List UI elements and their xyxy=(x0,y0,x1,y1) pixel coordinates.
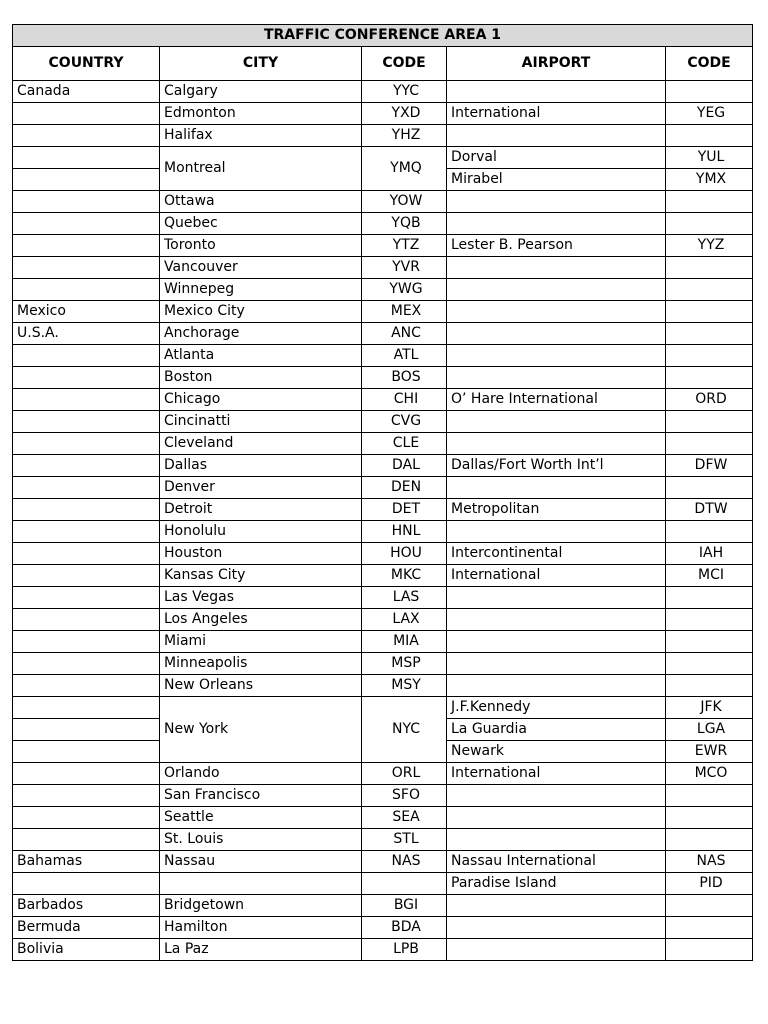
airport-cell xyxy=(447,301,666,323)
table-row xyxy=(13,763,753,785)
country-cell xyxy=(13,587,160,609)
airport-cell xyxy=(447,411,666,433)
city-code-cell: NYC xyxy=(362,697,447,763)
city-code-cell: YYC xyxy=(362,81,447,103)
city-code-cell: YMQ xyxy=(362,147,447,191)
table-row xyxy=(13,785,753,807)
airport-cell xyxy=(447,609,666,631)
airport-code-cell xyxy=(666,213,753,235)
city-cell: Boston xyxy=(160,367,362,389)
airport-code-cell: YMX xyxy=(666,169,753,191)
city-cell: Nassau xyxy=(160,851,362,873)
airport-code-cell: MCI xyxy=(666,565,753,587)
city-code-cell: YWG xyxy=(362,279,447,301)
table-row xyxy=(13,103,753,125)
airport-code-cell xyxy=(666,191,753,213)
airport-code-cell: YYZ xyxy=(666,235,753,257)
table-row xyxy=(13,675,753,697)
airport-code-cell: EWR xyxy=(666,741,753,763)
airport-code-cell xyxy=(666,323,753,345)
city-code-cell: HOU xyxy=(362,543,447,565)
city-code-cell: YQB xyxy=(362,213,447,235)
table-row xyxy=(13,257,753,279)
city-code-cell: DET xyxy=(362,499,447,521)
table-row xyxy=(13,851,753,873)
city-cell: New Orleans xyxy=(160,675,362,697)
country-cell xyxy=(13,763,160,785)
table-row xyxy=(13,125,753,147)
title-row xyxy=(13,25,753,47)
airport-cell: International xyxy=(447,565,666,587)
airport-cell xyxy=(447,829,666,851)
airport-cell xyxy=(447,257,666,279)
table-row xyxy=(13,411,753,433)
airport-cell: Newark xyxy=(447,741,666,763)
city-cell: Anchorage xyxy=(160,323,362,345)
table-row xyxy=(13,565,753,587)
airport-code-cell xyxy=(666,631,753,653)
table-row xyxy=(13,631,753,653)
city-cell: Las Vegas xyxy=(160,587,362,609)
airport-code-cell xyxy=(666,895,753,917)
city-cell: Montreal xyxy=(160,147,362,191)
city-code-cell xyxy=(362,873,447,895)
airport-cell xyxy=(447,587,666,609)
airport-code-cell: ORD xyxy=(666,389,753,411)
table-row xyxy=(13,389,753,411)
country-cell xyxy=(13,785,160,807)
city-cell: Ottawa xyxy=(160,191,362,213)
city-code-cell: LPB xyxy=(362,939,447,961)
city-cell: Detroit xyxy=(160,499,362,521)
airport-code-cell: LGA xyxy=(666,719,753,741)
airport-cell xyxy=(447,477,666,499)
table-row xyxy=(13,279,753,301)
country-cell xyxy=(13,213,160,235)
airport-cell: Mirabel xyxy=(447,169,666,191)
airport-cell xyxy=(447,323,666,345)
airport-code-cell: IAH xyxy=(666,543,753,565)
airport-code-cell xyxy=(666,653,753,675)
table-row xyxy=(13,477,753,499)
city-cell: Atlanta xyxy=(160,345,362,367)
airport-code-cell xyxy=(666,125,753,147)
airport-code-cell xyxy=(666,675,753,697)
city-code-cell: YTZ xyxy=(362,235,447,257)
country-cell xyxy=(13,697,160,719)
table-row xyxy=(13,829,753,851)
country-cell xyxy=(13,279,160,301)
city-code-cell: MKC xyxy=(362,565,447,587)
airport-code-cell xyxy=(666,279,753,301)
airport-code-cell: JFK xyxy=(666,697,753,719)
table-row xyxy=(13,543,753,565)
city-cell: Denver xyxy=(160,477,362,499)
airport-code-cell xyxy=(666,367,753,389)
header-country: COUNTRY xyxy=(13,47,160,81)
table-row xyxy=(13,433,753,455)
city-cell: La Paz xyxy=(160,939,362,961)
city-code-cell: MSP xyxy=(362,653,447,675)
table-row xyxy=(13,323,753,345)
city-code-cell: SEA xyxy=(362,807,447,829)
city-cell: Halifax xyxy=(160,125,362,147)
city-cell: Kansas City xyxy=(160,565,362,587)
city-cell: New York xyxy=(160,697,362,763)
city-cell: Honolulu xyxy=(160,521,362,543)
country-cell: Mexico xyxy=(13,301,160,323)
city-cell: Hamilton xyxy=(160,917,362,939)
table-row xyxy=(13,521,753,543)
country-cell xyxy=(13,389,160,411)
city-cell: Orlando xyxy=(160,763,362,785)
city-cell: Miami xyxy=(160,631,362,653)
airport-cell: Dorval xyxy=(447,147,666,169)
header-city-code: CODE xyxy=(362,47,447,81)
table-row xyxy=(13,873,753,895)
country-cell: Bahamas xyxy=(13,851,160,873)
country-cell xyxy=(13,829,160,851)
airport-code-cell xyxy=(666,521,753,543)
airport-cell: J.F.Kennedy xyxy=(447,697,666,719)
header-airport: AIRPORT xyxy=(447,47,666,81)
country-cell xyxy=(13,433,160,455)
airport-cell: Intercontinental xyxy=(447,543,666,565)
airport-code-cell: MCO xyxy=(666,763,753,785)
airport-code-cell xyxy=(666,81,753,103)
airport-code-cell xyxy=(666,807,753,829)
airport-code-cell xyxy=(666,829,753,851)
airport-cell: O’ Hare International xyxy=(447,389,666,411)
airport-cell: Dallas/Fort Worth Int’l xyxy=(447,455,666,477)
airport-code-cell: DTW xyxy=(666,499,753,521)
table-row xyxy=(13,653,753,675)
table-row xyxy=(13,213,753,235)
city-cell: San Francisco xyxy=(160,785,362,807)
city-code-cell: BGI xyxy=(362,895,447,917)
airport-cell: International xyxy=(447,763,666,785)
country-cell xyxy=(13,147,160,169)
airport-code-cell xyxy=(666,257,753,279)
country-cell xyxy=(13,675,160,697)
city-cell: Calgary xyxy=(160,81,362,103)
airport-cell xyxy=(447,213,666,235)
country-cell xyxy=(13,455,160,477)
country-cell: Bermuda xyxy=(13,917,160,939)
city-code-cell: YVR xyxy=(362,257,447,279)
airport-code-cell xyxy=(666,939,753,961)
airport-cell xyxy=(447,433,666,455)
city-code-cell: YXD xyxy=(362,103,447,125)
airport-code-cell xyxy=(666,587,753,609)
airport-cell xyxy=(447,125,666,147)
country-cell: Canada xyxy=(13,81,160,103)
city-cell: Bridgetown xyxy=(160,895,362,917)
table-row xyxy=(13,917,753,939)
airport-cell: Metropolitan xyxy=(447,499,666,521)
country-cell xyxy=(13,521,160,543)
city-code-cell: SFO xyxy=(362,785,447,807)
table-body xyxy=(13,81,753,961)
airport-cell xyxy=(447,807,666,829)
table-row xyxy=(13,499,753,521)
city-code-cell: CVG xyxy=(362,411,447,433)
country-cell: Bolivia xyxy=(13,939,160,961)
country-cell xyxy=(13,477,160,499)
airport-cell xyxy=(447,279,666,301)
city-cell: Quebec xyxy=(160,213,362,235)
table-row xyxy=(13,697,753,719)
airport-cell xyxy=(447,367,666,389)
table-row xyxy=(13,807,753,829)
airport-code-cell: YEG xyxy=(666,103,753,125)
city-code-cell: BDA xyxy=(362,917,447,939)
city-cell: Mexico City xyxy=(160,301,362,323)
city-code-cell: YHZ xyxy=(362,125,447,147)
country-cell xyxy=(13,719,160,741)
airport-cell xyxy=(447,345,666,367)
airport-cell xyxy=(447,675,666,697)
table-row xyxy=(13,939,753,961)
table-row xyxy=(13,367,753,389)
country-cell xyxy=(13,631,160,653)
city-code-cell: MIA xyxy=(362,631,447,653)
city-code-cell: HNL xyxy=(362,521,447,543)
airport-cell xyxy=(447,917,666,939)
table-row xyxy=(13,191,753,213)
city-code-cell: NAS xyxy=(362,851,447,873)
country-cell xyxy=(13,125,160,147)
header-city: CITY xyxy=(160,47,362,81)
country-cell xyxy=(13,257,160,279)
header-row xyxy=(13,47,753,81)
airport-code-cell xyxy=(666,433,753,455)
city-cell: Los Angeles xyxy=(160,609,362,631)
airport-cell xyxy=(447,81,666,103)
city-cell: Minneapolis xyxy=(160,653,362,675)
city-cell: St. Louis xyxy=(160,829,362,851)
airport-cell: International xyxy=(447,103,666,125)
airport-code-cell xyxy=(666,917,753,939)
airport-cell xyxy=(447,631,666,653)
country-cell xyxy=(13,543,160,565)
table-row xyxy=(13,587,753,609)
city-cell: Cleveland xyxy=(160,433,362,455)
table-row xyxy=(13,147,753,169)
airport-code-cell: YUL xyxy=(666,147,753,169)
city-cell xyxy=(160,873,362,895)
airport-cell: Paradise Island xyxy=(447,873,666,895)
city-cell: Seattle xyxy=(160,807,362,829)
airport-code-cell xyxy=(666,477,753,499)
city-code-cell: ATL xyxy=(362,345,447,367)
city-code-cell: ORL xyxy=(362,763,447,785)
airport-code-cell: DFW xyxy=(666,455,753,477)
country-cell xyxy=(13,807,160,829)
city-code-cell: STL xyxy=(362,829,447,851)
airport-cell: La Guardia xyxy=(447,719,666,741)
airport-code-cell xyxy=(666,609,753,631)
city-code-cell: LAX xyxy=(362,609,447,631)
airport-cell xyxy=(447,895,666,917)
country-cell xyxy=(13,235,160,257)
airport-codes-sheet xyxy=(12,24,752,961)
country-cell: Barbados xyxy=(13,895,160,917)
city-cell: Winnepeg xyxy=(160,279,362,301)
city-code-cell: LAS xyxy=(362,587,447,609)
table-row xyxy=(13,81,753,103)
airport-code-cell xyxy=(666,301,753,323)
country-cell xyxy=(13,191,160,213)
city-code-cell: MEX xyxy=(362,301,447,323)
table-row xyxy=(13,895,753,917)
airport-code-cell xyxy=(666,345,753,367)
country-cell xyxy=(13,741,160,763)
airport-cell xyxy=(447,653,666,675)
city-cell: Toronto xyxy=(160,235,362,257)
airport-cell: Nassau International xyxy=(447,851,666,873)
airport-cell xyxy=(447,521,666,543)
city-code-cell: YOW xyxy=(362,191,447,213)
city-cell: Edmonton xyxy=(160,103,362,125)
airport-code-cell: NAS xyxy=(666,851,753,873)
airport-cell: Lester B. Pearson xyxy=(447,235,666,257)
airport-cell xyxy=(447,785,666,807)
city-cell: Chicago xyxy=(160,389,362,411)
city-code-cell: CLE xyxy=(362,433,447,455)
city-code-cell: ANC xyxy=(362,323,447,345)
city-code-cell: DAL xyxy=(362,455,447,477)
airport-cell xyxy=(447,939,666,961)
country-cell xyxy=(13,411,160,433)
city-code-cell: DEN xyxy=(362,477,447,499)
airport-code-cell xyxy=(666,411,753,433)
table-title: TRAFFIC CONFERENCE AREA 1 xyxy=(13,25,753,47)
table-row xyxy=(13,301,753,323)
city-code-cell: MSY xyxy=(362,675,447,697)
country-cell xyxy=(13,565,160,587)
country-cell xyxy=(13,169,160,191)
country-cell xyxy=(13,609,160,631)
table-row xyxy=(13,235,753,257)
city-code-cell: BOS xyxy=(362,367,447,389)
table-row xyxy=(13,455,753,477)
country-cell xyxy=(13,653,160,675)
airport-cell xyxy=(447,191,666,213)
country-cell xyxy=(13,499,160,521)
header-airport-code: CODE xyxy=(666,47,753,81)
country-cell xyxy=(13,367,160,389)
airport-codes-table xyxy=(12,24,753,961)
city-cell: Dallas xyxy=(160,455,362,477)
city-cell: Houston xyxy=(160,543,362,565)
table-row xyxy=(13,609,753,631)
country-cell xyxy=(13,103,160,125)
airport-code-cell xyxy=(666,785,753,807)
country-cell xyxy=(13,345,160,367)
city-code-cell: CHI xyxy=(362,389,447,411)
country-cell xyxy=(13,873,160,895)
city-cell: Vancouver xyxy=(160,257,362,279)
table-row xyxy=(13,345,753,367)
country-cell: U.S.A. xyxy=(13,323,160,345)
airport-code-cell: PID xyxy=(666,873,753,895)
city-cell: Cincinatti xyxy=(160,411,362,433)
